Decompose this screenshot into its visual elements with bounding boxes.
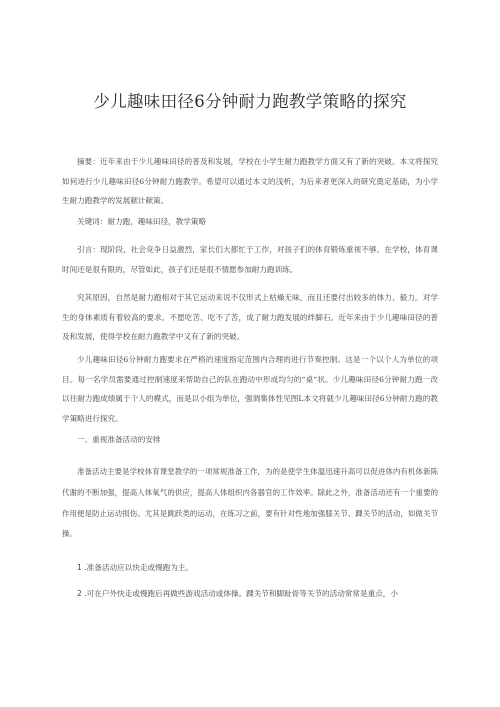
list-item-1: 1 .准备活动应以快走或慢跑为主。 bbox=[77, 563, 193, 572]
abstract-paragraph: 摘要：近年来由于少儿趣味田径的普及和发展，学校在小学生耐力跑教学方面又有了新的突破。本文将探究如何进行少儿趣味田径6分钟耐力跑教学。希望可以通过本文的浅析，为后来者更深入的研究奠定基础，为小学生耐力跑教学的发展献计献策。 bbox=[62, 157, 438, 206]
section-heading-1: 一、重视准备活动的安排 bbox=[77, 435, 161, 444]
keywords-line: 关键词：耐力跑，趣味田径，教学策略 bbox=[77, 217, 207, 226]
list-item-2: 2 .可在户外快走或慢跑后再做些游戏活动或体操。踝关节和脚趾骨等关节的活动常常是重点，小 bbox=[77, 589, 398, 598]
intro-paragraph: 引言：现阶段，社会竞争日益激烈，家长们大都忙于工作，对孩子们的体育锻炼重视不够。在学校，体育课时间还是很有限的，尽管如此，孩子们还是很不情愿参加耐力跑训练。 bbox=[62, 245, 438, 274]
warmup-paragraph: 准备活动主要是学校体育课堂教学的一项常规准备工作，为的是使学生体温迅速升高可以促进体内有机体新陈代谢的不断加强，提高人体氧气的供应，提高人体组织内各器官的工作效率。除此之外，准备活动还有一个重要的作用便是防止运动损伤。尤其是跳跃类的运动，在练习之前，要有针对性地加强膝关节、踝关节的活动，如做关节操。 bbox=[62, 467, 438, 539]
reason-paragraph: 究其原因，自然是耐力跑相对于其它运动来说不仅形式上枯燥无味，而且还要付出较多的体力、毅力。对学生的身体素质有着较高的要求。不愿吃苦、吃不了苦，成了耐力跑发展的绊脚石。近年来由于少儿趣味田径的普及和发展，使得学校在耐力跑教学中又有了新的突破。 bbox=[62, 293, 438, 342]
intro2-paragraph: 少儿趣味田径6分钟耐力跑要求在严格的速度指定范围内合理的进行节奏控制。这是一个以个人为单位的项目。每一名学员需要通过控制速度来帮助自己的队在跑动中形成均匀的“桌“状。少儿趣味田径6分钟耐力跑一改以往耐力跑成绩属于个人的模式，而是以小组为单位，强调集体性见图L本文将就少儿趣味田径6分钟耐力跑的教学策略进行探究。 bbox=[62, 355, 438, 423]
document-title: 少儿趣味田径6分钟耐力跑教学策略的探究 bbox=[93, 92, 407, 111]
